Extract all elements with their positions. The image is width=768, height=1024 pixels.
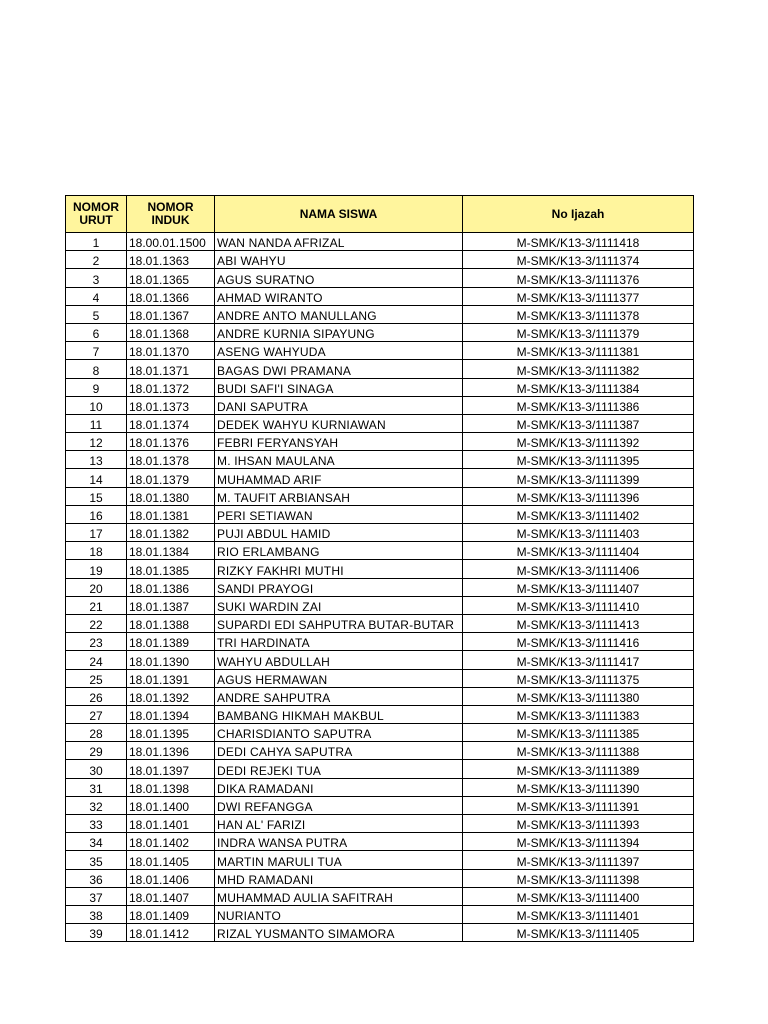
cell-nama-siswa: TRI HARDINATA [215, 633, 463, 651]
table-row [66, 414, 694, 432]
header-nama-siswa: NAMA SISWA [215, 196, 463, 233]
cell-nomor-induk: 18.01.1379 [127, 469, 215, 487]
cell-nomor-induk: 18.01.1400 [127, 796, 215, 814]
cell-nomor-induk: 18.01.1381 [127, 505, 215, 523]
table-row [66, 542, 694, 560]
cell-nama-siswa: DEDI CAHYA SAPUTRA [215, 742, 463, 760]
cell-nama-siswa: SUKI WARDIN ZAI [215, 596, 463, 614]
cell-nomor-induk: 18.01.1412 [127, 924, 215, 942]
cell-no-ijazah: M-SMK/K13-3/1111401 [463, 905, 694, 923]
cell-nomor-urut: 22 [66, 614, 127, 632]
cell-no-ijazah: M-SMK/K13-3/1111417 [463, 651, 694, 669]
cell-nomor-urut: 21 [66, 596, 127, 614]
cell-nomor-induk: 18.01.1409 [127, 905, 215, 923]
student-diploma-table [65, 195, 694, 942]
cell-nomor-urut: 7 [66, 342, 127, 360]
cell-nama-siswa: M. IHSAN MAULANA [215, 451, 463, 469]
cell-nama-siswa: DIKA RAMADANI [215, 778, 463, 796]
cell-no-ijazah: M-SMK/K13-3/1111387 [463, 414, 694, 432]
cell-nomor-induk: 18.01.1367 [127, 305, 215, 323]
table-row [66, 396, 694, 414]
cell-no-ijazah: M-SMK/K13-3/1111388 [463, 742, 694, 760]
cell-no-ijazah: M-SMK/K13-3/1111380 [463, 687, 694, 705]
table-row [66, 323, 694, 341]
cell-nomor-induk: 18.01.1365 [127, 269, 215, 287]
table-row [66, 233, 694, 251]
cell-nomor-urut: 24 [66, 651, 127, 669]
cell-nomor-urut: 3 [66, 269, 127, 287]
cell-nama-siswa: SUPARDI EDI SAHPUTRA BUTAR-BUTAR [215, 614, 463, 632]
cell-nomor-induk: 18.01.1384 [127, 542, 215, 560]
cell-no-ijazah: M-SMK/K13-3/1111386 [463, 396, 694, 414]
cell-nama-siswa: RIZAL YUSMANTO SIMAMORA [215, 924, 463, 942]
cell-nomor-induk: 18.01.1373 [127, 396, 215, 414]
cell-no-ijazah: M-SMK/K13-3/1111402 [463, 505, 694, 523]
cell-no-ijazah: M-SMK/K13-3/1111381 [463, 342, 694, 360]
header-nomor-induk-line1: NOMOR [147, 200, 194, 214]
cell-nomor-induk: 18.01.1391 [127, 669, 215, 687]
cell-nomor-urut: 13 [66, 451, 127, 469]
table-row [66, 614, 694, 632]
cell-nama-siswa: ANDRE SAHPUTRA [215, 687, 463, 705]
cell-nomor-induk: 18.01.1401 [127, 815, 215, 833]
cell-nomor-induk: 18.01.1370 [127, 342, 215, 360]
cell-nomor-induk: 18.01.1386 [127, 578, 215, 596]
cell-nama-siswa: RIZKY FAKHRI MUTHI [215, 560, 463, 578]
cell-nomor-induk: 18.01.1396 [127, 742, 215, 760]
cell-no-ijazah: M-SMK/K13-3/1111404 [463, 542, 694, 560]
cell-nomor-urut: 27 [66, 705, 127, 723]
cell-nomor-induk: 18.01.1402 [127, 833, 215, 851]
header-row [66, 196, 694, 233]
table-row [66, 869, 694, 887]
cell-no-ijazah: M-SMK/K13-3/1111416 [463, 633, 694, 651]
cell-nomor-induk: 18.01.1395 [127, 724, 215, 742]
cell-no-ijazah: M-SMK/K13-3/1111397 [463, 851, 694, 869]
cell-nama-siswa: AGUS HERMAWAN [215, 669, 463, 687]
cell-nomor-induk: 18.01.1398 [127, 778, 215, 796]
table-row [66, 433, 694, 451]
cell-nama-siswa: MARTIN MARULI TUA [215, 851, 463, 869]
cell-nomor-urut: 11 [66, 414, 127, 432]
cell-no-ijazah: M-SMK/K13-3/1111374 [463, 251, 694, 269]
cell-nomor-urut: 38 [66, 905, 127, 923]
cell-nomor-induk: 18.01.1390 [127, 651, 215, 669]
cell-nomor-urut: 39 [66, 924, 127, 942]
cell-nama-siswa: FEBRI FERYANSYAH [215, 433, 463, 451]
cell-nomor-urut: 29 [66, 742, 127, 760]
table-row [66, 251, 694, 269]
table-row [66, 578, 694, 596]
table-row [66, 560, 694, 578]
cell-nomor-urut: 32 [66, 796, 127, 814]
cell-nomor-induk: 18.01.1378 [127, 451, 215, 469]
table-row [66, 651, 694, 669]
cell-nama-siswa: DEDI REJEKI TUA [215, 760, 463, 778]
cell-no-ijazah: M-SMK/K13-3/1111410 [463, 596, 694, 614]
cell-nama-siswa: DEDEK WAHYU KURNIAWAN [215, 414, 463, 432]
cell-nomor-urut: 16 [66, 505, 127, 523]
cell-nomor-induk: 18.01.1392 [127, 687, 215, 705]
cell-nama-siswa: ASENG WAHYUDA [215, 342, 463, 360]
cell-nama-siswa: BAMBANG HIKMAH MAKBUL [215, 705, 463, 723]
cell-nomor-induk: 18.01.1397 [127, 760, 215, 778]
cell-nama-siswa: WAN NANDA AFRIZAL [215, 233, 463, 251]
cell-nomor-induk: 18.01.1366 [127, 287, 215, 305]
table-row [66, 815, 694, 833]
header-nomor-urut-line2: URUT [79, 213, 113, 227]
cell-nomor-induk: 18.01.1374 [127, 414, 215, 432]
cell-nomor-urut: 33 [66, 815, 127, 833]
cell-no-ijazah: M-SMK/K13-3/1111376 [463, 269, 694, 287]
cell-no-ijazah: M-SMK/K13-3/1111391 [463, 796, 694, 814]
table-row [66, 887, 694, 905]
cell-no-ijazah: M-SMK/K13-3/1111383 [463, 705, 694, 723]
cell-nomor-urut: 2 [66, 251, 127, 269]
cell-nomor-induk: 18.01.1376 [127, 433, 215, 451]
cell-nama-siswa: ANDRE ANTO MANULLANG [215, 305, 463, 323]
cell-nomor-urut: 10 [66, 396, 127, 414]
cell-nama-siswa: RIO ERLAMBANG [215, 542, 463, 560]
cell-nomor-induk: 18.01.1363 [127, 251, 215, 269]
cell-nama-siswa: AHMAD WIRANTO [215, 287, 463, 305]
table-row [66, 833, 694, 851]
cell-no-ijazah: M-SMK/K13-3/1111392 [463, 433, 694, 451]
cell-nama-siswa: CHARISDIANTO SAPUTRA [215, 724, 463, 742]
cell-nama-siswa: PUJI ABDUL HAMID [215, 524, 463, 542]
table-row [66, 342, 694, 360]
cell-nomor-induk: 18.01.1387 [127, 596, 215, 614]
header-nomor-urut [66, 196, 127, 233]
cell-no-ijazah: M-SMK/K13-3/1111385 [463, 724, 694, 742]
table-body [66, 233, 694, 942]
cell-nomor-induk: 18.01.1382 [127, 524, 215, 542]
cell-nomor-induk: 18.01.1368 [127, 323, 215, 341]
cell-nama-siswa: MUHAMMAD AULIA SAFITRAH [215, 887, 463, 905]
cell-nomor-urut: 35 [66, 851, 127, 869]
table-row [66, 796, 694, 814]
cell-nomor-urut: 14 [66, 469, 127, 487]
cell-nomor-induk: 18.01.1372 [127, 378, 215, 396]
cell-nama-siswa: DANI SAPUTRA [215, 396, 463, 414]
cell-nomor-urut: 20 [66, 578, 127, 596]
cell-nomor-urut: 12 [66, 433, 127, 451]
cell-no-ijazah: M-SMK/K13-3/1111390 [463, 778, 694, 796]
cell-no-ijazah: M-SMK/K13-3/1111403 [463, 524, 694, 542]
table-row [66, 487, 694, 505]
cell-nama-siswa: AGUS SURATNO [215, 269, 463, 287]
cell-nomor-induk: 18.01.1405 [127, 851, 215, 869]
header-nomor-urut-line1: NOMOR [73, 200, 119, 214]
cell-nomor-urut: 19 [66, 560, 127, 578]
cell-nomor-urut: 23 [66, 633, 127, 651]
cell-no-ijazah: M-SMK/K13-3/1111384 [463, 378, 694, 396]
table-row [66, 378, 694, 396]
cell-no-ijazah: M-SMK/K13-3/1111405 [463, 924, 694, 942]
cell-nama-siswa: MHD RAMADANI [215, 869, 463, 887]
cell-nomor-urut: 4 [66, 287, 127, 305]
table-row [66, 287, 694, 305]
cell-nama-siswa: WAHYU ABDULLAH [215, 651, 463, 669]
cell-nama-siswa: HAN AL' FARIZI [215, 815, 463, 833]
cell-no-ijazah: M-SMK/K13-3/1111382 [463, 360, 694, 378]
table-row [66, 305, 694, 323]
cell-nomor-induk: 18.01.1389 [127, 633, 215, 651]
cell-nama-siswa: INDRA WANSA PUTRA [215, 833, 463, 851]
cell-nomor-urut: 28 [66, 724, 127, 742]
cell-nomor-induk: 18.01.1388 [127, 614, 215, 632]
cell-no-ijazah: M-SMK/K13-3/1111413 [463, 614, 694, 632]
cell-nomor-urut: 5 [66, 305, 127, 323]
header-no-ijazah: No Ijazah [463, 196, 694, 233]
table-row [66, 505, 694, 523]
cell-nama-siswa: M. TAUFIT ARBIANSAH [215, 487, 463, 505]
cell-no-ijazah: M-SMK/K13-3/1111389 [463, 760, 694, 778]
cell-nomor-urut: 1 [66, 233, 127, 251]
cell-nomor-urut: 26 [66, 687, 127, 705]
cell-no-ijazah: M-SMK/K13-3/1111378 [463, 305, 694, 323]
table-row [66, 269, 694, 287]
table-row [66, 451, 694, 469]
cell-nama-siswa: BAGAS DWI PRAMANA [215, 360, 463, 378]
cell-no-ijazah: M-SMK/K13-3/1111375 [463, 669, 694, 687]
cell-nama-siswa: PERI SETIAWAN [215, 505, 463, 523]
table-row [66, 905, 694, 923]
table-row [66, 687, 694, 705]
cell-nama-siswa: ANDRE KURNIA SIPAYUNG [215, 323, 463, 341]
cell-nomor-urut: 31 [66, 778, 127, 796]
cell-no-ijazah: M-SMK/K13-3/1111398 [463, 869, 694, 887]
header-nomor-induk-line2: INDUK [151, 213, 190, 227]
cell-nomor-urut: 15 [66, 487, 127, 505]
cell-nomor-urut: 25 [66, 669, 127, 687]
cell-nama-siswa: DWI REFANGGA [215, 796, 463, 814]
table-row [66, 633, 694, 651]
table-row [66, 742, 694, 760]
cell-nomor-induk: 18.01.1380 [127, 487, 215, 505]
cell-nama-siswa: NURIANTO [215, 905, 463, 923]
table-row [66, 596, 694, 614]
cell-nomor-urut: 34 [66, 833, 127, 851]
table-row [66, 778, 694, 796]
cell-no-ijazah: M-SMK/K13-3/1111399 [463, 469, 694, 487]
cell-no-ijazah: M-SMK/K13-3/1111396 [463, 487, 694, 505]
table-row [66, 360, 694, 378]
cell-no-ijazah: M-SMK/K13-3/1111379 [463, 323, 694, 341]
table-row [66, 851, 694, 869]
cell-nomor-urut: 30 [66, 760, 127, 778]
cell-nomor-induk: 18.01.1406 [127, 869, 215, 887]
table-row [66, 724, 694, 742]
cell-nama-siswa: BUDI SAFI'I SINAGA [215, 378, 463, 396]
table-header [66, 196, 694, 233]
cell-nama-siswa: ABI WAHYU [215, 251, 463, 269]
cell-nomor-induk: 18.01.1407 [127, 887, 215, 905]
cell-nomor-urut: 36 [66, 869, 127, 887]
cell-no-ijazah: M-SMK/K13-3/1111406 [463, 560, 694, 578]
table-row [66, 705, 694, 723]
cell-nomor-urut: 6 [66, 323, 127, 341]
cell-no-ijazah: M-SMK/K13-3/1111393 [463, 815, 694, 833]
cell-no-ijazah: M-SMK/K13-3/1111377 [463, 287, 694, 305]
cell-nama-siswa: MUHAMMAD ARIF [215, 469, 463, 487]
cell-no-ijazah: M-SMK/K13-3/1111407 [463, 578, 694, 596]
cell-no-ijazah: M-SMK/K13-3/1111395 [463, 451, 694, 469]
table-row [66, 524, 694, 542]
cell-nomor-urut: 8 [66, 360, 127, 378]
cell-no-ijazah: M-SMK/K13-3/1111394 [463, 833, 694, 851]
table-row [66, 924, 694, 942]
table-row [66, 469, 694, 487]
table-row [66, 669, 694, 687]
cell-no-ijazah: M-SMK/K13-3/1111400 [463, 887, 694, 905]
cell-nomor-urut: 37 [66, 887, 127, 905]
cell-no-ijazah: M-SMK/K13-3/1111418 [463, 233, 694, 251]
cell-nomor-urut: 9 [66, 378, 127, 396]
cell-nama-siswa: SANDI PRAYOGI [215, 578, 463, 596]
table-row [66, 760, 694, 778]
cell-nomor-induk: 18.01.1371 [127, 360, 215, 378]
cell-nomor-urut: 17 [66, 524, 127, 542]
cell-nomor-induk: 18.01.1394 [127, 705, 215, 723]
cell-nomor-urut: 18 [66, 542, 127, 560]
cell-nomor-induk: 18.01.1385 [127, 560, 215, 578]
cell-nomor-induk: 18.00.01.1500 [127, 233, 215, 251]
header-nomor-induk [127, 196, 215, 233]
